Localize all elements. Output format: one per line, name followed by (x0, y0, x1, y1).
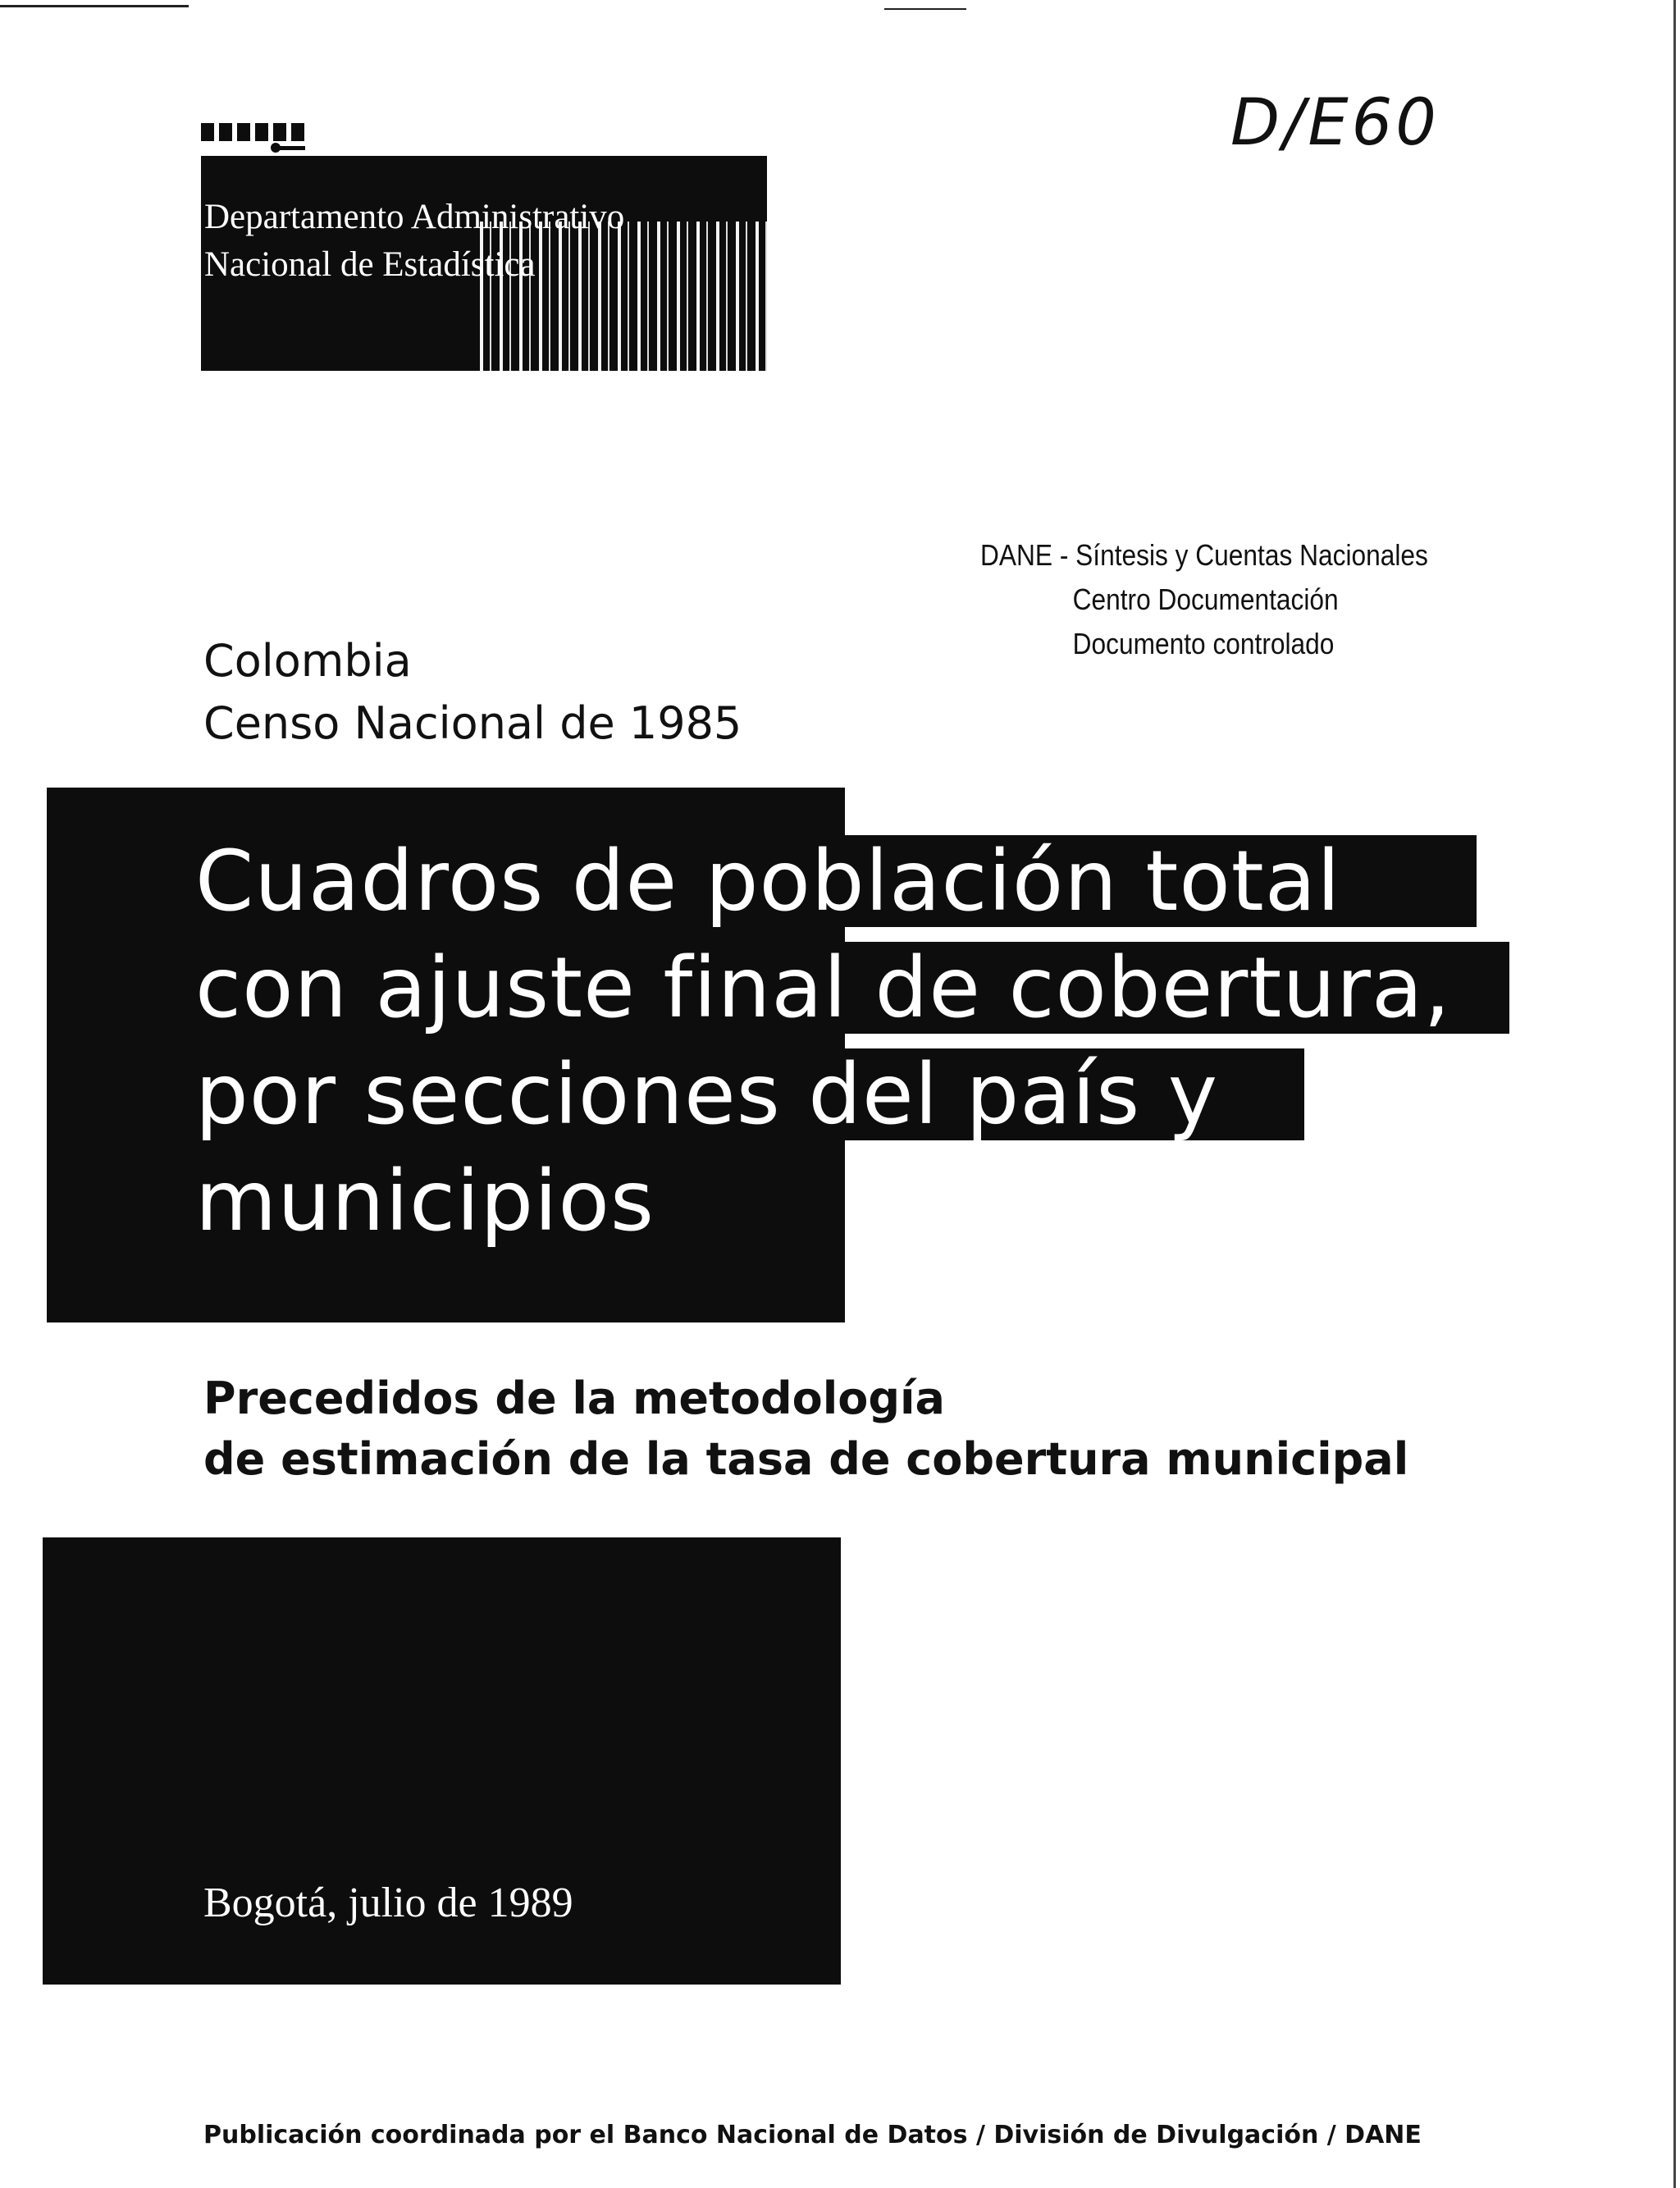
title-line-4: municipios (195, 1153, 655, 1250)
logo-line-2: Nacional de Estadística (204, 245, 536, 284)
title-line-3: por secciones del país y (195, 1046, 1219, 1144)
logo-top-bars (201, 123, 306, 141)
publication-subtitle (203, 1368, 1408, 1490)
scan-artifact-top-left (0, 5, 189, 7)
title-line-1: Cuadros de población total (195, 833, 1341, 930)
publication-footer: Publicación coordinada por el Banco Nacional de Datos / División de Divulgación / DANE (203, 2121, 1422, 2149)
document-control-stamp (980, 533, 1428, 666)
place-date: Bogotá, julio de 1989 (203, 1880, 573, 1926)
stamp-line-2: Centro Documentación (1072, 582, 1339, 616)
subtitle-line-1: Precedidos de la metodología (203, 1373, 945, 1424)
logo-text (204, 194, 624, 289)
series-heading (203, 630, 742, 755)
stamp-line-1: DANE - Síntesis y Cuentas Nacionales (980, 538, 1428, 572)
stamp-line-3: Documento controlado (1072, 627, 1335, 660)
scan-artifact-top-center (884, 8, 966, 10)
scan-artifact-right-edge (1673, 0, 1676, 2188)
title-line-2: con ajuste final de cobertura, (195, 939, 1451, 1037)
series-country: Colombia (203, 635, 412, 687)
logo-line-1: Departamento Administrativo (204, 198, 625, 236)
series-census: Censo Nacional de 1985 (203, 697, 742, 749)
subtitle-line-2: de estimación de la tasa de cobertura municipal (203, 1433, 1409, 1485)
publication-title (195, 829, 1451, 1255)
handwritten-code: D/E60 (1230, 86, 1440, 160)
dane-logo (201, 156, 767, 371)
